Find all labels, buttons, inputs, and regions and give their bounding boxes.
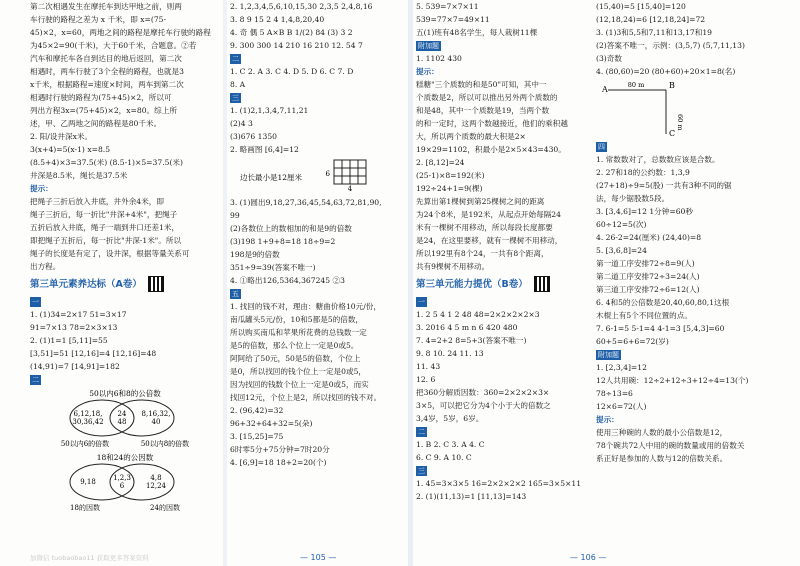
- answer-line: 60÷12=5(次): [596, 220, 647, 229]
- tip-text-3: [416, 386, 591, 425]
- venn-middle-value: 48: [117, 418, 127, 426]
- answer-line: 1. 45=3×3×5 16=2×2×2×2 165=3×5×11: [416, 479, 582, 488]
- tip-text-2: [416, 195, 591, 273]
- answer-line: (14,91)=7 [14,91]=182: [30, 362, 120, 371]
- tip-line: 绳子三折后，每一折比"井深+4米"，把绳子: [30, 210, 178, 219]
- venn-svg-1: [30, 388, 220, 450]
- venn-left-value: 9,18: [80, 478, 96, 486]
- answer-line: 1. (1)34=2×17 51=3×17: [30, 310, 127, 319]
- part-one-answers: [30, 308, 225, 373]
- tip-line: 共有9棵树不用移动。: [416, 262, 490, 271]
- operation-answers: [230, 104, 408, 156]
- answer-line: 相遇时，两车行驶了3个全程的路程，也就是3: [30, 67, 184, 76]
- tip-line: 使用三种碗的人数的最小公倍数是12，: [596, 428, 728, 437]
- answer-line: 96+32+64+32=5(朵): [230, 419, 313, 428]
- answer-line: (15,40)=5 [15,40]=120: [596, 2, 686, 11]
- extra-label: 附加题: [418, 42, 439, 50]
- answer-line: 198是9的倍数: [230, 250, 280, 259]
- venn-left-value: 6,12,18,: [73, 410, 103, 418]
- tip-block: [30, 182, 225, 195]
- answer-line: 12. 6: [416, 375, 436, 384]
- answer-line: (8.5+4)×3=37.5(米) (8.5-1)×5=37.5(米): [30, 158, 183, 167]
- grid-height-label: 6: [325, 170, 330, 178]
- answer-line: 6. 4和5的公倍数是20,40,60,80,1这根: [596, 298, 730, 307]
- map-point-c: C: [669, 129, 676, 138]
- answer-line: (2)各数位上的数相加的和是9的倍数: [230, 224, 352, 233]
- answer-line: 1. 2 5 4 1 2 48 48=2×2×2×2×3: [416, 310, 540, 319]
- venn-right-value: 8,16,32,: [141, 410, 171, 418]
- venn-middle-value: 1,2,3: [113, 474, 131, 482]
- venn-left-label: 18的因数: [70, 504, 100, 512]
- tip-text: [30, 195, 225, 273]
- answer-line: (3)198 1+9+8=18 18÷9=2: [230, 237, 336, 246]
- venn-right-label: 50以内8的倍数: [140, 440, 190, 448]
- tip-line: 米有一棵树不用移动，所以每段长度都要: [416, 223, 553, 232]
- answer-line: 9. 300 300 14 210 16 210 12. 54 7: [230, 41, 363, 50]
- venn-diagram-2: [30, 452, 225, 514]
- grid-svg: [230, 158, 400, 194]
- tip-line: 大，所以两个质数的最大积是2×: [416, 132, 526, 141]
- answer-line: 木棍上有5个不同位置的点。: [596, 311, 692, 320]
- answer-line: 2. [8,12]=24: [416, 158, 465, 167]
- choice-answers: [230, 65, 408, 91]
- answer-line: 3. [15,25]=75: [230, 432, 284, 441]
- qr-code-icon[interactable]: [148, 276, 164, 292]
- answer-line: 9. 8 10. 24 11. 13: [416, 349, 484, 358]
- venn-right-value: 40: [151, 418, 161, 426]
- answer-line: (27+18)÷9=5(股) 一共有3种不同的锯: [596, 181, 732, 190]
- answer-line: 192÷24+1=9(棵): [416, 184, 483, 193]
- top-answers: [596, 0, 781, 78]
- answer-line: 2. 阳/设井深x米。: [30, 132, 93, 141]
- tip-line: 糕糖"三个质数的和是50"可知，其中一: [416, 80, 547, 89]
- answer-line: 南瓜罐头5元/份，10和5都是5的倍数，: [230, 315, 364, 324]
- column-2: [230, 0, 408, 545]
- page-gutter: [408, 0, 413, 566]
- answer-line: 99: [230, 211, 240, 220]
- answer-line: 2. (1)(11,13)=1 [11,13]=143: [416, 492, 527, 501]
- application-answers: [596, 153, 781, 348]
- answer-line: 是5的倍数，那么个位上一定是0或5。: [230, 341, 359, 350]
- extra-answers: [596, 361, 781, 413]
- answer-line: 1. 找回的钱不对，理由：糖曲价格10元/份，: [230, 302, 381, 311]
- part-label: 二: [232, 55, 239, 63]
- footer-watermark: 加微信 tuobaobao11 获取更多答案资料: [30, 554, 149, 562]
- question-2: [416, 156, 591, 195]
- answer-line: (25-1)×8=192(米): [416, 171, 485, 180]
- tip-line: 3,4岁，5岁，6岁。: [416, 414, 484, 423]
- answer-line: (2)答案不唯一，示例：(3,5,7) (5,7,11,13): [596, 41, 745, 50]
- answer-line: (3)奇数: [596, 54, 622, 63]
- part-label: 三: [232, 94, 239, 102]
- tip-text: [416, 78, 591, 156]
- part-label: 五: [232, 290, 239, 298]
- answer-line: 91=7×13 78=2×3×13: [30, 323, 118, 332]
- answer-line: 第一道工序安排72÷8=9(人): [596, 259, 695, 268]
- section-title: 第三单元能力提优（B卷）: [416, 278, 528, 290]
- venn-title: 50以内6和8的公倍数: [89, 389, 161, 398]
- answer-line: 11. 43: [416, 362, 441, 371]
- answer-line: 因为找回的钱数个位上一定是0或5，而实: [230, 380, 369, 389]
- tip-text: [596, 426, 781, 465]
- page-number-left: — 105 —: [300, 553, 337, 562]
- answer-line: 相遇时行驶的路程为(75+45)×2，所以可: [30, 93, 172, 102]
- question-2: [30, 130, 225, 182]
- answer-line: 车行驶的路程之差为 x 千米，即 x=(75-: [30, 15, 167, 24]
- answer-line: 所以购买南瓜和苹果所花费的总钱数一定: [230, 328, 367, 337]
- venn-left-label: 50以内6的倍数: [60, 440, 110, 448]
- answer-line: 6. C 9. A 10. C: [416, 453, 472, 462]
- route-map-svg: [596, 80, 776, 138]
- map-top-distance: 80 m: [627, 81, 645, 89]
- answer-line: 述，甲、乙两地之间的路程是80千米。: [30, 119, 162, 128]
- tip-line: 19×29=1102，积最小是2×5×43=430。: [416, 145, 566, 154]
- tip-line: 的和一定时，这两个数越接近，他们的乘积越: [416, 119, 568, 128]
- tip-line: 3×5，可以把它分为4个小于大的倍数之: [416, 401, 551, 410]
- venn-svg-2: [30, 452, 220, 514]
- tip-line: 五折后放入井底，绳子一端到井口还差1米，: [30, 223, 180, 232]
- venn-middle-value: 24: [117, 410, 127, 418]
- answer-line: (12,18,24)=6 [12,18,24]=72: [596, 15, 706, 24]
- extra-answers: [416, 52, 591, 65]
- answer-line: 3. (1)3和5,5和7,11和13,17和19: [596, 28, 713, 37]
- tip-line: 绳子的长度是有定了，设井深，根据等量关系可: [30, 249, 190, 258]
- answer-line: 第三道工序安排72÷6=12(人): [596, 285, 700, 294]
- answer-line: 78÷13=6: [596, 389, 633, 398]
- part-one-answers: [416, 308, 591, 386]
- answer-line: 1. B 2. C 3. A 4. C: [416, 440, 485, 449]
- answer-line: 3. 8 9 15 2 4 1,4,8,20,40: [230, 15, 325, 24]
- intro-text: [30, 0, 225, 130]
- answer-line: 8. A: [230, 80, 246, 89]
- answer-line: 4. 奇 偶 5 A×B B 1/(2) 84 (3) 3 2: [230, 28, 353, 37]
- answer-line: 阿阿给了50元，50是5的倍数，个位上: [230, 354, 361, 363]
- answer-line: 是0，所以找回的钱个位上一定是0或5，: [230, 367, 366, 376]
- answer-line: [3,51]=51 [12,16]=4 [12,16]=48: [30, 349, 157, 358]
- application-answers: [230, 300, 408, 469]
- venn-left-value: 30,36,42: [72, 418, 104, 426]
- answer-line: 列出方程3x=(75+45)×2，x=80。综上所: [30, 106, 177, 115]
- fill-in-answers: [230, 0, 408, 52]
- tip-label: 提示：: [30, 184, 53, 193]
- column-1: [30, 0, 225, 545]
- qr-code-icon[interactable]: [534, 276, 550, 292]
- answer-line: 4. 26-2=24(厘米) (24,40)=8: [596, 233, 702, 242]
- answer-line: 1. 常数数对了，总数数应该是合数。: [596, 155, 720, 164]
- part-label: 二: [32, 376, 39, 384]
- venn-diagram-1: [30, 388, 225, 450]
- answer-line: 井深是8.5米，绳长是37.5米: [30, 171, 128, 180]
- answer-line: 7. 4=2+2 8=5+3(答案不唯一): [416, 336, 527, 345]
- answer-line: 为45×2=90(千米)，大于60千米，合题意。②若: [30, 41, 197, 50]
- answer-line: 5. 539=7×7×11: [416, 2, 479, 11]
- answer-line: 7. 6-1=5 5-1=4 4-1=3 [5,4,3]=60: [596, 324, 725, 333]
- page-number-right: — 106 —: [570, 553, 607, 562]
- tip-line: 78个碗共72人中用的碗的数量或用的倍数关: [596, 441, 745, 450]
- answer-line: 五(1)班有48名学生，每人栽树11棵: [416, 28, 538, 37]
- answer-line: 3. 2016 4 5 m n 6 420 480: [416, 323, 518, 332]
- answer-line: 汽车和摩托车各自到达目的地后返回，第二次: [30, 54, 182, 63]
- explore-answers: [230, 196, 408, 287]
- answer-line: 1. C 2. A 3. C 4. D 5. D 6. C 7. D: [230, 67, 354, 76]
- tip-line: 先算出第1棵树到第25棵树之间的距离: [416, 197, 545, 206]
- answer-line: 6时零5分+75分钟=7时20分: [230, 445, 330, 454]
- part-label: 二: [418, 428, 425, 436]
- venn-right-value: 12,24: [145, 482, 167, 490]
- answer-line: (3)676 1350: [230, 132, 277, 141]
- answer-line: 3. [3,4,6]=12 1分钟=60秒: [596, 207, 693, 216]
- answer-line: 第二次相遇发生在摩托车到达甲地之前，则两: [30, 2, 182, 11]
- answer-line: 法，每少锯股数5段。: [596, 194, 670, 203]
- section-header: [30, 275, 225, 293]
- top-answers: [416, 0, 591, 39]
- answer-line: 539=77×7=49×11: [416, 15, 490, 24]
- tip-line: 是24，在这里要移，就有一棵树不用移动，: [416, 236, 563, 245]
- tip-line: 和是48，其中一个质数是19，当两个数: [416, 106, 550, 115]
- tip-label: 提示：: [596, 415, 619, 424]
- column-4: [596, 0, 781, 545]
- answer-line: 1. [2,3,4]=12: [596, 363, 647, 372]
- answer-line: 2. 略画图 [6,4]=12: [230, 145, 299, 154]
- tip-line: 系正好是参加的人数与12的倍数关系。: [596, 454, 728, 463]
- answer-line: 4. ①略出126,5364,367245 ②3: [230, 276, 345, 285]
- map-point-a: A: [602, 85, 608, 94]
- extra-label: 附加题: [598, 351, 619, 359]
- answer-line: 45)×2，x=60，两地之间的路程是摩托车行驶的路程: [30, 28, 211, 37]
- tip-line: 把360分解质因数：360=2×2×2×3×: [416, 388, 550, 397]
- part-label: 一: [32, 298, 39, 306]
- tip-label: 提示：: [416, 67, 439, 76]
- tip-line: 为24个8米，是192米，从起点开始每隔24: [416, 210, 561, 219]
- operation-answers: [416, 477, 591, 503]
- part-label: 三: [418, 467, 425, 475]
- answer-line: 351÷9=39(答案不唯一): [230, 263, 316, 272]
- grid-figure: [230, 158, 408, 194]
- venn-middle-value: 6: [119, 482, 125, 490]
- answer-line: 第二道工序安排72÷3=24(人): [596, 272, 700, 281]
- answer-line: (2)4 3: [230, 119, 253, 128]
- tip-line: 所以192里有8个24，一共有8个距离，: [416, 249, 549, 258]
- part-label: 一: [418, 298, 425, 306]
- answer-line: 2. 27和18的公约数：1,3,9: [596, 168, 690, 177]
- answer-line: 1. 1102 430: [416, 54, 462, 63]
- section-header: [416, 275, 591, 293]
- answer-line: 12人共用碗：12÷2+12÷3+12÷4=13(个): [596, 376, 749, 385]
- tip-line: 即把绳子五折后，每一折比"井深-1米"。所以: [30, 236, 182, 245]
- answer-line: 4. (80,60)=20 (80+60)+20×1=8(名): [596, 67, 736, 76]
- map-side-distance: 60 m: [676, 114, 684, 131]
- answer-line: 12×6=72(人): [596, 402, 647, 411]
- venn-right-label: 24的因数: [150, 504, 180, 512]
- answer-line: 3. (1)圆出9,18,27,36,45,54,63,72,81,90,: [230, 198, 382, 207]
- part-label: 四: [598, 143, 605, 151]
- column-3: [416, 0, 591, 545]
- answer-line: 3(x+4)=5(x-1) x=8.5: [30, 145, 111, 154]
- venn-right-value: 4,8: [150, 474, 162, 482]
- choice-answers: [416, 438, 591, 464]
- tip-line: 把绳子三折后放入井底，井外余4米，即: [30, 197, 164, 206]
- grid-width-label: 4: [347, 185, 353, 193]
- grid-caption: 边长最小是12厘米: [240, 173, 303, 182]
- answer-line: 2. (96,42)=32: [230, 406, 284, 415]
- venn-title: 18和24的公因数: [96, 453, 154, 462]
- tip-line: 个质数是2，所以可以推出另外两个质数的: [416, 93, 558, 102]
- answer-line: 60+5=6+6=72(岁): [596, 337, 669, 346]
- tip-line: 出方程。: [30, 262, 61, 271]
- answer-line: 2. (1)1=1 [5,11]=55: [30, 336, 108, 345]
- answer-line: 1. (1)2,1,3,4,7,11,21: [230, 106, 309, 115]
- answer-line: 找回12元，个位上是2，所以找回的钱不对。: [230, 393, 382, 402]
- section-title: 第三单元素养达标（A卷）: [30, 278, 142, 290]
- map-point-b: B: [669, 81, 675, 90]
- answer-line: 4. [6,9]=18 18+2=20(个): [230, 458, 327, 467]
- answer-line: 5. [3,6,8]=24: [596, 246, 647, 255]
- answer-line: x千米，根据路程=速度×时间，两车到第二次: [30, 80, 184, 89]
- route-map: [596, 80, 781, 138]
- answer-line: 2. 1,2,3,4,5,6,10,15,30 2,3,5 2,4,8,16: [230, 2, 373, 11]
